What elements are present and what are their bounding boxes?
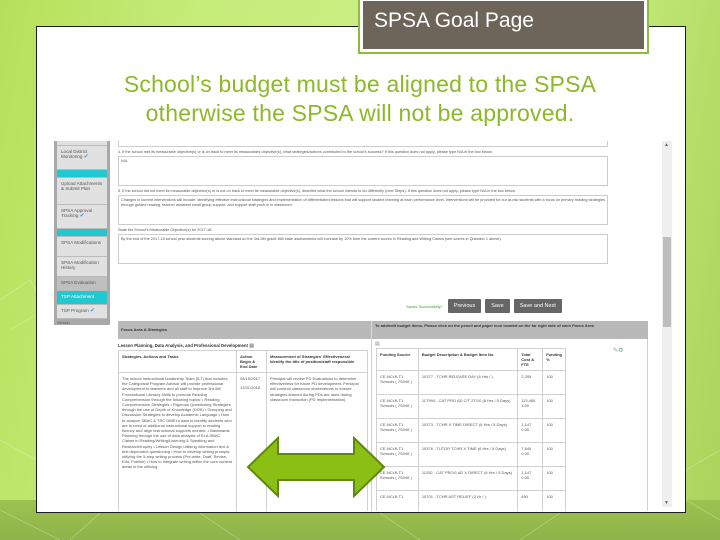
total-cost (518, 443, 543, 467)
column-header-funding-source: Funding Source (377, 349, 419, 371)
cost-value: 490 (521, 494, 528, 499)
save-button[interactable]: Save (485, 299, 510, 313)
edit-budget-icon[interactable]: ✎♻ (613, 348, 624, 354)
total-cost (518, 491, 543, 512)
strategy-measurement: Principal will review PD Evaluations to determine effectiveness for future PD development. Principal will conduct classroom observations to ensure strategies learned during PDs are used during classroom instruction (PD Implementation). (267, 373, 368, 512)
cost-value: 1,147 (521, 470, 532, 475)
cost-value: 7,645 (521, 446, 532, 451)
table-row (377, 443, 566, 467)
check-icon: ✔ (90, 308, 96, 314)
budget-description: 10373 - TCHR X TIME DIRECT (6 Hrs / 5 Days) (418, 419, 517, 443)
column-header-funding-percent: Funding % (543, 349, 566, 371)
check-icon: ✔ (83, 154, 89, 161)
sidebar-item-tsp-attachment[interactable] (57, 291, 107, 305)
previous-button[interactable]: Previous (448, 299, 481, 313)
total-cost (518, 419, 543, 443)
sidebar-item-label: SPSA Evaluation (61, 280, 96, 285)
end-date: 12/31/2018 (240, 385, 261, 391)
fte-value: 0.00 (521, 475, 530, 480)
sidebar-item-tsp-program[interactable] (57, 305, 107, 319)
save-and-next-button[interactable]: Save and Next (514, 299, 562, 313)
cost-value: 2,295 (521, 374, 532, 379)
scroll-down-icon[interactable]: ▼ (664, 500, 669, 506)
column-header-dates: Action Begin & End Date (237, 351, 267, 373)
budget-description: 11252 - CAT PROG AD X DIRECT (6 Hrs / 5 Days) (418, 467, 517, 491)
funding-percent: 100 (543, 491, 566, 512)
total-cost (518, 395, 543, 419)
sidebar-spacer (57, 170, 107, 178)
funding-source: CE-NCLB T1 Schools ( 7S046 ) (377, 443, 419, 467)
budget-description: 11T990 - CAT PRG AD C/T 2T/10 (8 Hrs / 5 Days) (418, 395, 517, 419)
funding-percent: 100 (543, 419, 566, 443)
subtitle-line-1: School’s budget must be aligned to the SPSA (123, 71, 597, 97)
column-header-measurement: Measurement of Strategies' Effectiveness/ Identify the title of position/staff responsible (267, 351, 368, 373)
funding-percent: 100 (543, 395, 566, 419)
question-4-label: 4. If the school met its measurable objective(s) or is on track to meet its measurables objective(s), what strategies/actions contributed to the school's success? If this question does not apply, please type N/A in the box below. (118, 150, 493, 154)
double-arrow-icon (246, 436, 386, 498)
vertical-scrollbar[interactable] (662, 141, 672, 507)
total-cost (518, 371, 543, 395)
scroll-up-icon[interactable]: ▲ (664, 142, 669, 148)
fte-value: 0.00 (521, 451, 530, 456)
focus-area-title: Focus Area & Strategies (118, 321, 371, 339)
budget-table (376, 348, 566, 511)
sidebar-item-spsa-evaluation[interactable] (57, 277, 107, 291)
sidebar-spacer (57, 229, 107, 237)
funding-percent: 100 (543, 371, 566, 395)
objective-textarea[interactable]: By the end of the 2017-18 school year students scoring above standard on the 3rd-5th grade IAB state assessments will increase by 10% from the current scores in Reading and Writing Claims (see scores in Question 1 above). (118, 234, 608, 264)
sidebar-item-label: Local District Monitoring (61, 149, 88, 160)
sidebar-item-spsa-modifications[interactable] (57, 237, 107, 257)
sidebar-item-label: SPSA Modification History (61, 260, 99, 271)
funding-source: CE-NCLB T1 Schools ( 7S046 ) (377, 419, 419, 443)
budget-description: 10701 - TCHR AST RELIEF (3 Hr / ) (418, 491, 517, 512)
sidebar-footer: Version (57, 321, 70, 325)
cost-value: 1,147 (521, 422, 532, 427)
funding-source: CE-NCLB T1 Schools ( 7S046 ) (377, 371, 419, 395)
save-status: Saved Successfully! (406, 303, 442, 309)
scrollbar-thumb[interactable] (663, 237, 671, 327)
strategy-text: The school Instructional leadership Team (ILT) that includes the Categorical Program Advisor will provide professional development to teachers and all staff to improve 3rd-5th Foundational Literacy Skills to promote Reading Comprehension through the following topics: • Reading Comprehension Strategies • Rigorous Questioning Strategies through the use of Depth of Knowledge (DOK) • Grouping and Discussion Strategies to develop Academic Language • How to analyze SBAC & TRC DIBELs data to identify students who are in need of additional instructional support in reading fluency and align instructional supports needed. • Backwards Planning through the use of data analysis of ELA SBAC Claims in Reading/Writing/Listening & Speaking and Research/Inquiry • Lesson Design utilizing information text & text dependent questioning • How to develop writing prompts utilizing the 5-step writing process (Pre-write, Draft, Revise, Edit, Publish) • How to integrate writing within the core content areas in the utilizing (119, 373, 237, 512)
sidebar (54, 141, 110, 325)
question-4-textarea[interactable]: N/A (118, 156, 608, 186)
sidebar-item-spsa-approval-tracking[interactable] (57, 205, 107, 229)
slide-title: SPSA Goal Page (363, 1, 644, 49)
column-header-total-cost: Total Cost & FTE (518, 349, 543, 371)
sidebar-item-label: SPSA Approval Tracking (61, 208, 93, 219)
funding-percent: 100 (543, 443, 566, 467)
cost-value: 113,485 (521, 398, 536, 403)
column-header-budget-description: Budget Description & Budget Item No (418, 349, 517, 371)
fte-value: 0.00 (521, 427, 530, 432)
form-actions (406, 299, 562, 313)
total-cost (518, 467, 543, 491)
sidebar-item-label: TSP Program (61, 308, 89, 313)
table-row (377, 371, 566, 395)
focus-area-name-text: Lesson Planning, Data Analysis, and Professional Development (118, 343, 248, 348)
sidebar-item-label: Upload Attachments & Submit Plan (61, 181, 103, 192)
question-5-textarea[interactable]: Changes in current interventions will include: identifying effective instructional strategies and implementation of differentiated lessons that will support student learning at each performance level. Interventions will be provided for our at-risk students with a focus on primary reading strategies through guided reading, teacher assistant small group support, and support staff push-in to classroom. (118, 195, 608, 225)
table-row (377, 467, 566, 491)
budget-description: 10377 - TCHR RELEASE DAY (6 Hrs / ) (418, 371, 517, 395)
question-5-label: 5. If the school did not meet its measurable objective(s) or is not on track to meet its measurable objective(s), describe what the school intends to do differently (next Steps). If this question does not apply, please type N/A in the box below. (118, 189, 516, 193)
funding-source: CE-NCLB T1 Schools ( 7S046 ) (377, 467, 419, 491)
comment-icon[interactable]: ▤ (249, 343, 254, 349)
sidebar-item-local-district-monitoring[interactable] (57, 146, 107, 170)
sidebar-item-spsa-modification-history[interactable] (57, 257, 107, 277)
comment-icon[interactable]: ▤ (375, 341, 380, 347)
table-row (377, 395, 566, 419)
slide-subtitle (40, 70, 680, 128)
slide-title-box (358, 0, 649, 54)
evaluation-form (118, 141, 608, 264)
column-header-strategies: Strategies, Actions and Tasks (119, 351, 237, 373)
sidebar-item-upload-attachments[interactable] (57, 178, 107, 205)
funding-percent: 100 (543, 467, 566, 491)
table-row (377, 491, 566, 512)
funding-source: CE-NCLB T1 Schools ( 7S046 ) (377, 395, 419, 419)
table-row (377, 419, 566, 443)
budget-instruction: To add/edit budget items, Please click on the pencil and paper icon located on the far right side of each Focus Area (371, 321, 648, 339)
objective-label: State the School's Measurable Objective(s) for 2017-18: (118, 228, 213, 232)
fte-value: 1.00 (521, 403, 530, 408)
begin-date: 08/15/2017 (240, 376, 261, 381)
focus-area-header (118, 321, 648, 339)
subtitle-line-2: otherwise the SPSA will not be approved. (145, 100, 575, 126)
budget-description: 10376 - TUTOR TCHR X TIME (6 Hrs / 5 Days) (418, 443, 517, 467)
previous-answer-textarea[interactable] (118, 141, 608, 147)
funding-source: CE-NCLB T1 (377, 491, 419, 512)
check-icon: ✔ (79, 213, 85, 220)
sidebar-item-label: TSP Attachment (61, 294, 95, 299)
sidebar-item-label: SPSA Modifications (61, 240, 102, 245)
